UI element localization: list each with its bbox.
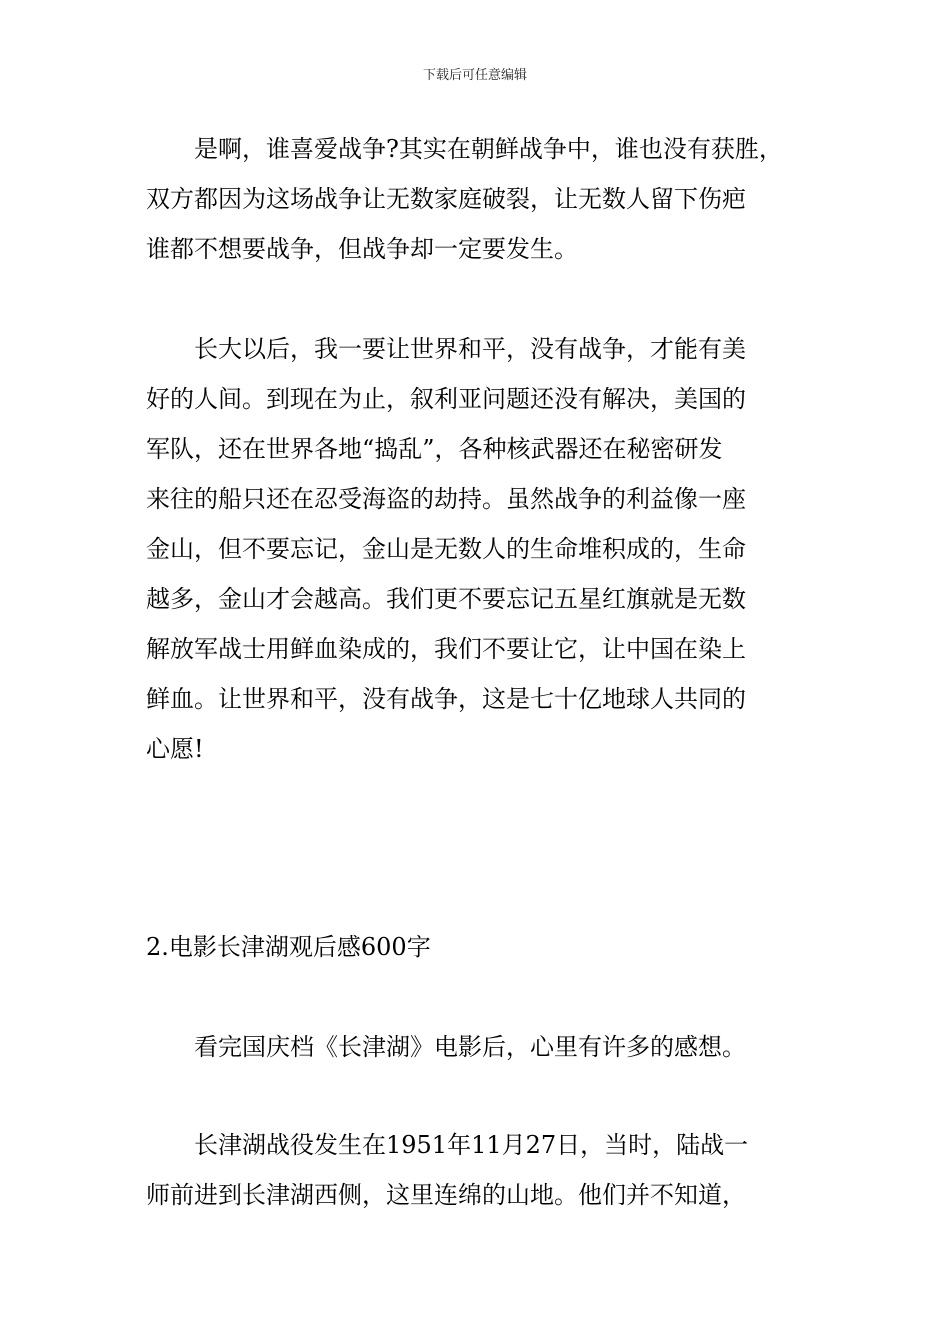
paragraph-battle-history xyxy=(146,1120,816,1220)
paragraph-war-no-winner xyxy=(146,124,816,274)
paragraph-text: 长津湖战役发生在1951年11月27日，当时，陆战一 师前进到长津湖西侧，这里连绵的山地。他们并不知道， xyxy=(146,1131,749,1209)
paragraph-movie-impression xyxy=(146,1022,816,1072)
paragraph-world-peace xyxy=(146,324,816,774)
paragraph-text: 是啊，谁喜爱战争?其实在朝鲜战争中，谁也没有获胜， 双方都因为这场战争让无数家庭破裂，让无数人留下伤疤 谁都不想要战争，但战争却一定要发生。 xyxy=(146,135,783,263)
header-note: 下载后可任意编辑 xyxy=(422,68,527,83)
paragraph-text: 长大以后，我一要让世界和平，没有战争，才能有美 好的人间。到现在为止，叙利亚问题还没有解决，美国的 军队，还在世界各地“捣乱”，各种核武器还在秘密研发 来往的船只还在忍受海盗的劫持。虽然战争的利益像一座 金山，但不要忘记，金山是无数人的生命堆积成的，生命 越多，金山才会越高。我们更不要忘记五星红旗就是无数 解放军战士用鲜血染成的，我们不要让它，让中国在染上 鲜血。让世界和平，没有战争，这是七十亿地球人共同的 心愿! xyxy=(146,335,746,763)
section-heading-block xyxy=(146,922,816,972)
section-heading: 2.电影长津湖观后感600字 xyxy=(146,933,431,961)
paragraph-text: 看完国庆档《长津湖》电影后，心里有许多的感想。 xyxy=(194,1033,746,1061)
